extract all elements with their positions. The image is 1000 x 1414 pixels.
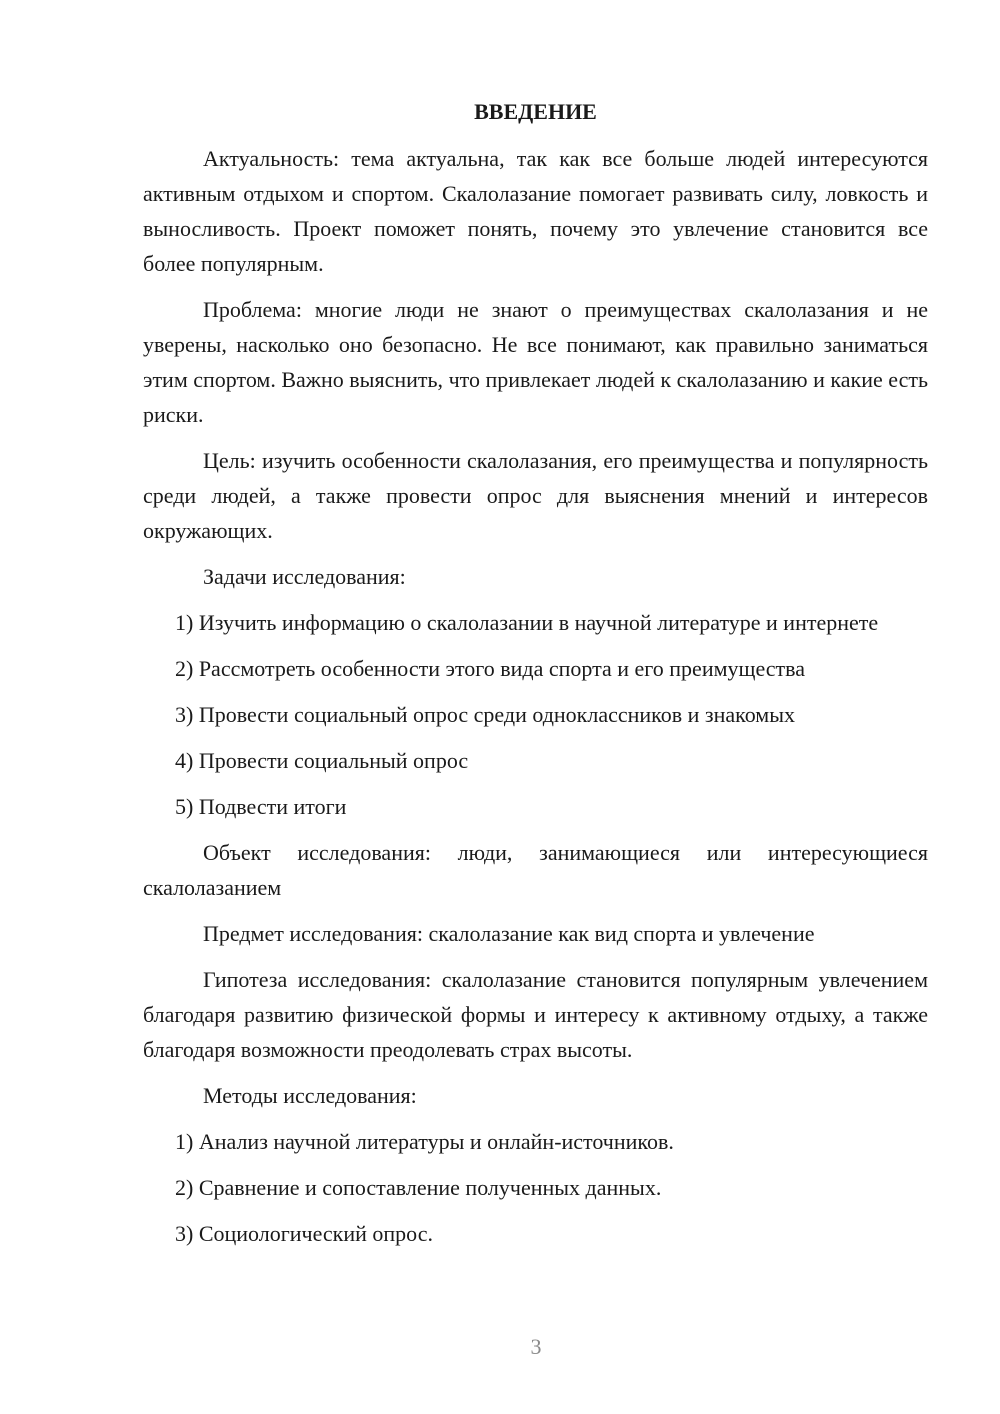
page-content bbox=[143, 94, 928, 1262]
section-title: ВВЕДЕНИЕ bbox=[474, 99, 597, 124]
hypothesis-paragraph: Гипотеза исследования: скалолазание становится популярным увлечением благодаря развитию физической формы и интересу к активному отдыху, а также благодаря возможности преодолевать страх высоты. bbox=[143, 967, 928, 1062]
task-item: 1) Изучить информацию о скалолазании в научной литературе и интернете bbox=[175, 610, 879, 635]
subject-paragraph: Предмет исследования: скалолазание как вид спорта и увлечение bbox=[203, 921, 815, 946]
task-item: 2) Рассмотреть особенности этого вида спорта и его преимущества bbox=[175, 656, 806, 681]
methods-heading: Методы исследования: bbox=[203, 1083, 417, 1108]
task-item: 3) Провести социальный опрос среди одноклассников и знакомых bbox=[175, 702, 795, 727]
object-paragraph: Объект исследования: люди, занимающиеся или интересующиеся скалолазанием bbox=[143, 840, 928, 900]
problem-paragraph: Проблема: многие люди не знают о преимуществах скалолазания и не уверены, насколько оно безопасно. Не все понимают, как правильно заниматься этим спортом. Важно выяснить, что привлекает людей к скалолазанию и какие есть риски. bbox=[143, 297, 928, 427]
tasks-heading: Задачи исследования: bbox=[203, 564, 406, 589]
method-item: 2) Сравнение и сопоставление полученных данных. bbox=[175, 1175, 662, 1200]
goal-paragraph: Цель: изучить особенности скалолазания, его преимущества и популярность среди людей, а также провести опрос для выяснения мнений и интересов окружающих. bbox=[143, 448, 928, 543]
method-item: 1) Анализ научной литературы и онлайн-источников. bbox=[175, 1129, 674, 1154]
task-item: 5) Подвести итоги bbox=[175, 794, 347, 819]
method-item: 3) Социологический опрос. bbox=[175, 1221, 433, 1246]
relevance-paragraph: Актуальность: тема актуальна, так как все больше людей интересуются активным отдыхом и спортом. Скалолазание помогает развивать силу, ловкость и выносливость. Проект поможет понять, почему это увлечение становится все более популярным. bbox=[143, 146, 928, 276]
page-number: 3 bbox=[530, 1334, 542, 1359]
task-item: 4) Провести социальный опрос bbox=[175, 748, 469, 773]
